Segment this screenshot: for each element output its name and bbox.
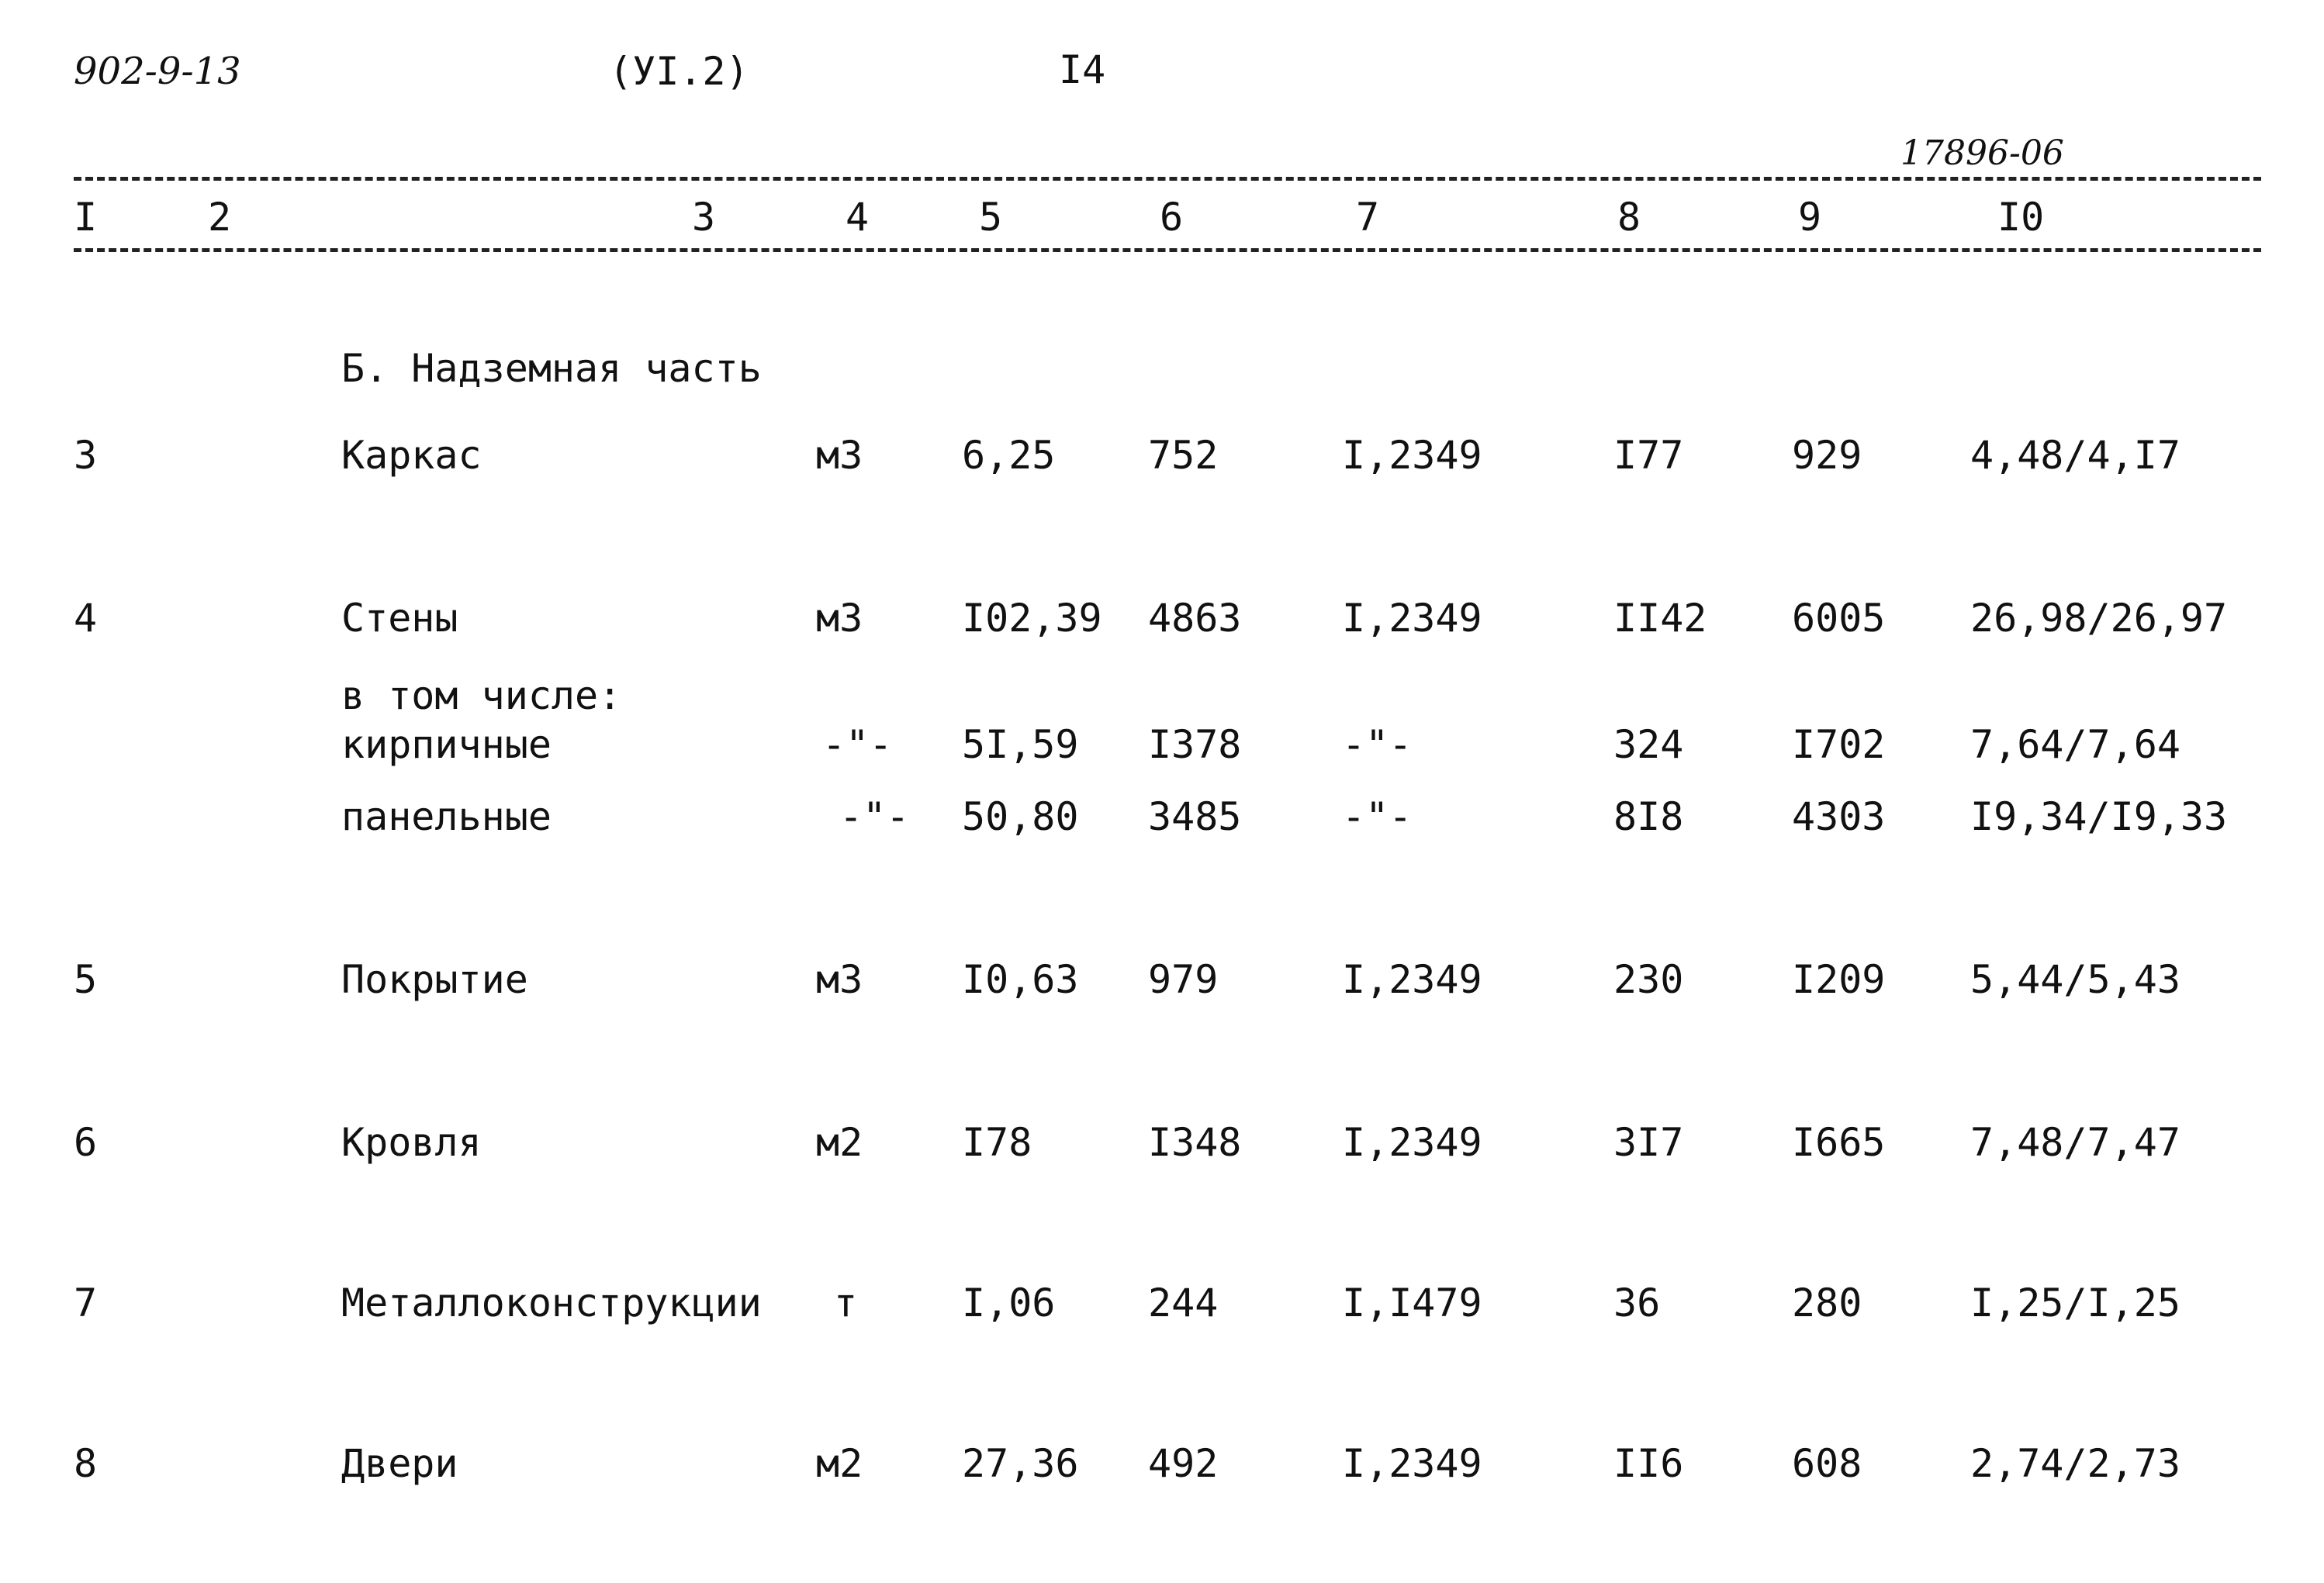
- column-header-row: [0, 190, 2324, 244]
- col7-value: -"-: [1342, 722, 1413, 767]
- col-header-3: 3: [692, 195, 716, 240]
- col5-value: I,06: [962, 1281, 1056, 1326]
- col10-value: 2,74/2,73: [1970, 1441, 2180, 1486]
- col8-value: 36: [1613, 1281, 1661, 1326]
- col6-value: I378: [1148, 722, 1242, 767]
- unit: м2: [816, 1120, 863, 1165]
- table-row: [0, 1276, 2324, 1330]
- col6-value: 4863: [1148, 596, 1242, 641]
- col-header-1: I: [74, 195, 98, 240]
- item-name: Покрытие: [341, 957, 528, 1002]
- col8-value: I77: [1613, 433, 1684, 478]
- unit: м3: [816, 596, 863, 641]
- col-header-9: 9: [1798, 195, 1822, 240]
- row-number: 6: [74, 1120, 98, 1165]
- header-top-rule: [74, 177, 2261, 181]
- col-header-6: 6: [1160, 195, 1184, 240]
- col6-value: 752: [1148, 433, 1219, 478]
- col5-value: I02,39: [962, 596, 1102, 641]
- unit: м2: [816, 1441, 863, 1486]
- col10-value: 26,98/26,97: [1970, 596, 2228, 641]
- page-number: I4: [1059, 47, 1106, 92]
- col10-value: 5,44/5,43: [1970, 957, 2180, 1002]
- col9-value: 929: [1792, 433, 1862, 478]
- col6-value: 244: [1148, 1281, 1219, 1326]
- col-header-5: 5: [979, 195, 1003, 240]
- col7-value: I,2349: [1342, 596, 1482, 641]
- col-header-10: I0: [1997, 195, 2045, 240]
- col-header-7: 7: [1356, 195, 1380, 240]
- col8-value: II6: [1613, 1441, 1684, 1486]
- section-code: (УI.2): [609, 49, 749, 94]
- row-number: 8: [74, 1441, 98, 1486]
- unit: -"-: [822, 722, 893, 767]
- row-number: 7: [74, 1281, 98, 1326]
- col6-value: 3485: [1148, 794, 1242, 839]
- unit: м3: [816, 433, 863, 478]
- row-number: 5: [74, 957, 98, 1002]
- table-row: [0, 952, 2324, 1007]
- col10-value: 7,64/7,64: [1970, 722, 2180, 767]
- col8-value: 324: [1613, 722, 1684, 767]
- item-name: Кровля: [341, 1120, 482, 1165]
- section-title: Б. Надземная часть: [341, 346, 762, 391]
- col9-value: 6005: [1792, 596, 1886, 641]
- col8-value: 230: [1613, 957, 1684, 1002]
- col-header-4: 4: [846, 195, 870, 240]
- item-name: Каркас: [341, 433, 482, 478]
- col5-value: I78: [962, 1120, 1032, 1165]
- col9-value: I665: [1792, 1120, 1886, 1165]
- col6-value: 979: [1148, 957, 1219, 1002]
- table-row: [0, 1115, 2324, 1170]
- col-header-2: 2: [208, 195, 232, 240]
- item-name: Металлоконструкции: [341, 1281, 762, 1326]
- col6-value: I348: [1148, 1120, 1242, 1165]
- col5-value: 6,25: [962, 433, 1056, 478]
- table-row: [0, 1436, 2324, 1491]
- col10-value: 7,48/7,47: [1970, 1120, 2180, 1165]
- col5-value: I0,63: [962, 957, 1079, 1002]
- col9-value: 608: [1792, 1441, 1862, 1486]
- row-number: 4: [74, 596, 98, 641]
- col-header-8: 8: [1617, 195, 1641, 240]
- col8-value: 3I7: [1613, 1120, 1684, 1165]
- col5-value: 50,80: [962, 794, 1079, 839]
- col9-value: 280: [1792, 1281, 1862, 1326]
- item-name: Стены: [341, 596, 458, 641]
- col7-value: I,2349: [1342, 957, 1482, 1002]
- col10-value: 4,48/4,I7: [1970, 433, 2180, 478]
- unit: м3: [816, 957, 863, 1002]
- table-row: [0, 428, 2324, 482]
- col7-value: I,2349: [1342, 1441, 1482, 1486]
- header-bottom-rule: [74, 248, 2261, 252]
- col7-value: I,I479: [1342, 1281, 1482, 1326]
- col9-value: 4303: [1792, 794, 1886, 839]
- document-code: 902-9-13: [74, 50, 241, 93]
- table-row: [0, 669, 2324, 723]
- table-row: [0, 790, 2324, 844]
- item-name: кирпичные: [341, 722, 552, 767]
- item-name: Двери: [341, 1441, 458, 1486]
- col10-value: I,25/I,25: [1970, 1281, 2180, 1326]
- col9-value: I209: [1792, 957, 1886, 1002]
- row-number: 3: [74, 433, 98, 478]
- col8-value: II42: [1613, 596, 1707, 641]
- col5-value: 5I,59: [962, 722, 1079, 767]
- col9-value: I702: [1792, 722, 1886, 767]
- col7-value: I,2349: [1342, 1120, 1482, 1165]
- unit: -"-: [839, 794, 910, 839]
- col5-value: 27,36: [962, 1441, 1079, 1486]
- col7-value: I,2349: [1342, 433, 1482, 478]
- col10-value: I9,34/I9,33: [1970, 794, 2228, 839]
- unit: т: [834, 1281, 858, 1326]
- stamp-number: 17896-06: [1900, 133, 2064, 173]
- col7-value: -"-: [1342, 794, 1413, 839]
- table-row: [0, 591, 2324, 645]
- item-name: в том числе:: [341, 673, 622, 718]
- table-row: [0, 717, 2324, 772]
- col6-value: 492: [1148, 1441, 1219, 1486]
- col8-value: 8I8: [1613, 794, 1684, 839]
- item-name: панельные: [341, 794, 552, 839]
